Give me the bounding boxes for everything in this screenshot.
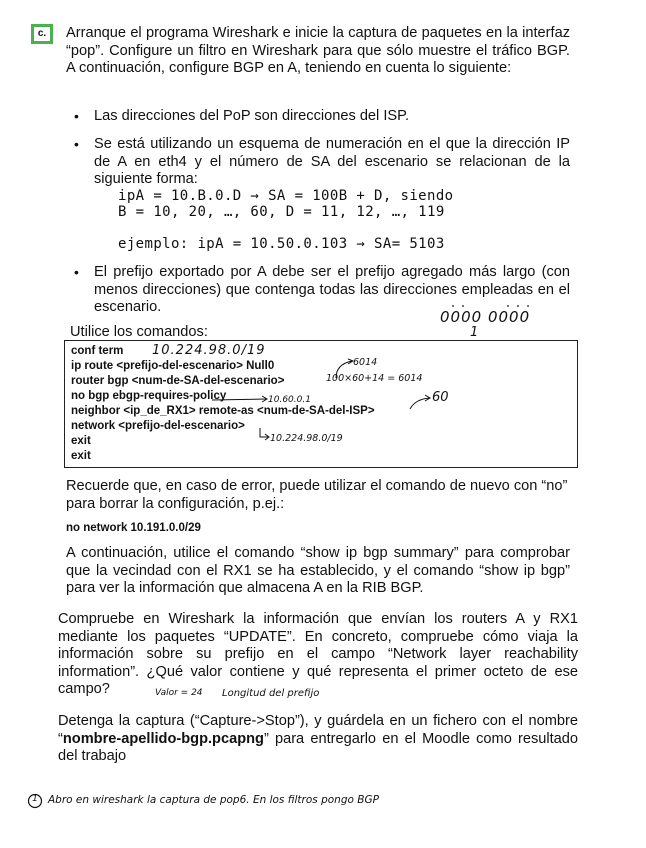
stop-filename: nombre-apellido-bgp.pcapng — [62, 730, 264, 747]
handwritten-neighbor-ip: 10.60.0.1 — [268, 395, 311, 405]
handwritten-valor: Valor = 24 — [155, 688, 203, 698]
command-line: exit — [71, 435, 91, 447]
bullet-dot: • — [74, 136, 79, 152]
bullet-prefix-export: El prefijo exportado por A debe ser el prefijo agregado más largo (con menos direcciones) que contenga todas las direcciones empleadas en el escenario. — [94, 264, 570, 315]
command-line: neighbor <ip_de_RX1> remote-as <num-de-SA-del-ISP> — [71, 405, 375, 417]
check-paragraph: Compruebe en Wireshark la información que envían los routers A y RX1 mediante los paquetes “UPDATE”. En concreto, compruebe cómo viaja la información sobre su prefijo en el campo “Network layer reachability information”. ¿Qué valor contiene y qué representa el primer octeto de ese campo? — [58, 611, 578, 697]
formula-line-1: ipA = 10.B.0.D → SA = 100B + D, siendo — [118, 188, 454, 204]
handwritten-prefix: 10.224.98.0/19 — [152, 343, 266, 358]
handwritten-longitud: Longitud del prefijo — [222, 688, 320, 699]
handwritten-sa-calc: 100×60+14 = 6014 — [326, 373, 423, 384]
bullet-dot: • — [74, 264, 79, 280]
bullet-pop-addresses: Las direcciones del PoP son direcciones del ISP. — [94, 108, 410, 124]
handwritten-isp-sa: 60 — [432, 390, 449, 405]
no-network-example: no network 10.191.0.0/29 — [66, 522, 201, 534]
command-line: router bgp <num-de-SA-del-escenario> — [71, 375, 285, 387]
handwritten-network-prefix: 10.224.98.0/19 — [270, 433, 343, 444]
handwritten-step-note: Abro en wireshark la captura de pop6. En los filtros pongo BGP — [48, 794, 379, 806]
command-line: ip route <prefijo-del-escenario> Null0 — [71, 360, 275, 372]
error-note: Recuerde que, en caso de error, puede utilizar el comando de nuevo con “no” para borrar la configuración, p.ej.: — [66, 478, 568, 512]
stop-paragraph — [58, 713, 578, 766]
handwritten-bits: 0000 0000 — [440, 308, 531, 326]
stop-text-before: Detenga la captura (“Capture->Stop”), y guárdela en un fichero con el nombre “ — [58, 713, 578, 747]
step-number: 1 — [32, 794, 38, 804]
command-line: no bgp ebgp-requires-policy — [71, 390, 227, 402]
commands-intro: Utilice los comandos: — [70, 324, 208, 340]
command-line: network <prefijo-del-escenario> — [71, 420, 245, 432]
intro-paragraph: Arranque el programa Wireshark e inicie la captura de paquetes en la interfaz “pop”. Configure un filtro en Wireshark para que sólo muestre el tráfico BGP. A continuación, configure BGP en A, teniendo en cuenta lo siguiente: — [66, 25, 570, 76]
command-line: exit — [71, 450, 91, 462]
handwritten-bit-index: 1 — [470, 325, 479, 340]
command-line: conf term — [71, 345, 124, 357]
summary-note: A continuación, utilice el comando “show ip bgp summary” para comprobar que la vecindad con el RX1 se ha establecido, y el comando “show ip bgp” para ver la información que almacena A en la RIB BGP. — [66, 545, 570, 596]
formula-example: ejemplo: ipA = 10.50.0.103 → SA= 5103 — [118, 236, 445, 252]
stop-text-after: ” para entregarlo en el Moodle como resultado del trabajo — [58, 730, 578, 764]
formula-line-2: B = 10, 20, …, 60, D = 11, 12, …, 119 — [118, 204, 445, 220]
bullet-numbering-scheme: Se está utilizando un esquema de numeración en el que la dirección IP de A en eth4 y el número de SA del escenario se relacionan de la siguiente forma: — [94, 136, 570, 187]
handwritten-sa-value: 6014 — [353, 357, 378, 368]
bullet-dot: • — [74, 108, 79, 124]
section-label: c. — [31, 24, 53, 44]
